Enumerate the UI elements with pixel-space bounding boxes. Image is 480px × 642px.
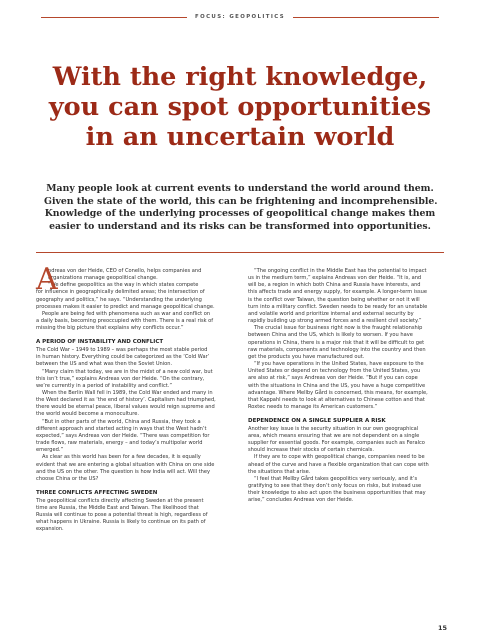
text-line: Russia will continue to pose a potential threat is high, regardless of bbox=[36, 512, 208, 518]
text-line: the world would become a monoculture. bbox=[36, 411, 139, 418]
section-body bbox=[36, 498, 234, 534]
text-line: operations in China, there is a major risk that it will be difficult to get bbox=[248, 339, 425, 346]
text-line: trade flows, raw materials, energy – and today’s multipolar world bbox=[36, 440, 203, 447]
text-line: gratifying to see that they don’t only focus on risks, but instead use bbox=[248, 483, 422, 490]
text-line: Roxtec needs to manage its American customers.” bbox=[248, 403, 378, 410]
left-column bbox=[36, 262, 234, 533]
text-line: “I feel that Mellby Gård takes geopolitics very seriously, and it’s bbox=[254, 475, 418, 482]
text-line: missing the big picture that explains why conflicts occur.” bbox=[36, 325, 184, 332]
text-line: a daily basis, becoming preoccupied with them. There is a real risk of bbox=[36, 318, 214, 325]
headline bbox=[40, 62, 440, 152]
text-line: we’re currently in a period of instability and conflict.” bbox=[36, 382, 173, 389]
subheading: THREE CONFLICTS AFFECTING SWEDEN bbox=[36, 490, 158, 497]
subheading: A PERIOD OF INSTABILITY AND CONFLICT bbox=[36, 339, 164, 346]
text-line: and volatile world and prioritize internal and external security by bbox=[248, 310, 414, 317]
text-line: that Kappahl needs to look at alternatives to Chinese cotton and that bbox=[248, 396, 425, 403]
text-line: geography and politics,” he says. “Understanding the underlying bbox=[36, 296, 202, 303]
subheading: DEPENDENCE ON A SINGLE SUPPLIER A RISK bbox=[248, 418, 386, 425]
text-line: this isn’t true,” explains Andreas von der Heide. “On the contrary, bbox=[36, 375, 205, 382]
text-line: us in the medium term,” explains Andreas von der Heide. “It is, and bbox=[248, 275, 422, 282]
header-rule-left bbox=[41, 17, 187, 18]
section-body bbox=[248, 426, 446, 505]
header-rule-right bbox=[293, 17, 439, 18]
text-line: “But in other parts of the world, China and Russia, they took a bbox=[42, 418, 201, 425]
deck-line: easier to understand and its risks can be transformed into opportunities. bbox=[49, 220, 431, 232]
text-line: turn into a military conflict. Sweden needs to be ready for an unstable bbox=[248, 303, 428, 310]
text-line: expected,” says Andreas von der Heide. “There was competition for bbox=[36, 432, 210, 439]
text-line: different approach and started acting in ways that the West hadn’t bbox=[36, 425, 207, 432]
text-line: If they are to cope with geopolitical change, companies need to be bbox=[254, 454, 425, 461]
text-line: get the products you have manufactured out. bbox=[248, 353, 365, 360]
text-line: People are being fed with phenomena such as war and conflict on bbox=[42, 310, 211, 317]
text-line: United States or depend on technology from the United States, you bbox=[248, 368, 421, 375]
section-label: FOCUS: GEOPOLITICS bbox=[195, 14, 285, 20]
text-line: The geopolitical conflicts directly affecting Sweden at the present bbox=[36, 497, 204, 504]
headline-line: you can spot opportunities bbox=[48, 92, 432, 122]
text-line: organizations manage geopolitical change. bbox=[48, 275, 158, 282]
text-line: emerged.” bbox=[36, 447, 64, 454]
text-line: their knowledge to also act upon the business opportunities that may bbox=[248, 490, 426, 497]
text-line: The crucial issue for business right now is the fraught relationship bbox=[254, 325, 423, 332]
section-body bbox=[36, 347, 234, 483]
text-line: with the situations in China and the US, you have a huge competitive bbox=[248, 382, 426, 389]
section-header bbox=[41, 14, 439, 20]
section-body bbox=[248, 268, 446, 411]
text-line: evident that we are entering a global situation with China on one side bbox=[36, 461, 215, 468]
headline-line: With the right knowledge, bbox=[52, 62, 428, 92]
text-line: between the US and what was then the Soviet Union. bbox=[36, 361, 173, 368]
text-line: is the conflict over Taiwan, the question being whether or not it will bbox=[248, 296, 420, 303]
deck-rule bbox=[36, 252, 444, 253]
deck-line: Many people look at current events to understand the world around them. bbox=[46, 183, 434, 194]
text-line: raw materials, components and technology into the country and then bbox=[248, 346, 426, 353]
text-line: rapidly building up strong armed forces and a resilient civil society.” bbox=[248, 318, 422, 325]
deck-line: Given the state of the world, this can be frightening and incomprehensible. bbox=[44, 195, 438, 207]
text-line: supplier for essential goods. For example, companies such as Feralco bbox=[248, 440, 425, 447]
text-line: processes makes it easier to predict and manage geopolitical change. bbox=[36, 303, 215, 310]
drop-cap: A bbox=[36, 262, 58, 297]
headline-line: in an uncertain world bbox=[85, 122, 395, 152]
text-line: area, which means ensuring that we are not dependent on a single bbox=[248, 432, 420, 439]
text-line: Another key issue is the security situation in our own geographical bbox=[248, 425, 419, 432]
text-line: there would be eternal peace, liberal values would reign supreme and bbox=[36, 404, 215, 411]
page-number: 15 bbox=[437, 624, 447, 632]
text-line: choose China or the US? bbox=[36, 475, 99, 482]
text-line: “The ongoing conflict in the Middle East has the potential to impact bbox=[254, 268, 427, 274]
text-line: ndreas von der Heide, CEO of Conello, helps companies and bbox=[48, 268, 202, 274]
text-line: expansion. bbox=[36, 526, 64, 533]
text-line: As clear as this world has been for a few decades, it is equally bbox=[42, 454, 201, 461]
text-line: The Cold War – 1949 to 1989 – was perhaps the most stable period bbox=[36, 347, 208, 354]
text-line: arise,” concludes Andreas von der Heide. bbox=[248, 497, 354, 504]
text-line: the West declared it as ‘the end of history’. Capitalism had triumphed, bbox=[36, 397, 216, 404]
text-line: for influence in geographically delimited areas; the intersection of bbox=[36, 289, 205, 296]
text-line: and the US on the other. The question is how India will act. Will they bbox=[36, 468, 211, 475]
text-line: “If you have operations in the United States, have exposure to the bbox=[254, 361, 424, 368]
deck-line: Knowledge of the underlying processes of geopolitical change makes them bbox=[44, 208, 436, 220]
text-line: the situations that arise. bbox=[248, 468, 311, 475]
text-line: “Many claim that today, we are in the midst of a new cold war, but bbox=[42, 368, 213, 375]
text-line: will be, a region in which both China and Russia have interests, and bbox=[248, 282, 421, 289]
text-line: in human history. Everything could be categorized as the ‘Cold War’ bbox=[36, 354, 210, 361]
right-column bbox=[248, 268, 446, 505]
text-line: When the Berlin Wall fell in 1989, the Cold War ended and many in bbox=[42, 390, 213, 396]
text-line: “We define geopolitics as the way in which states compete bbox=[48, 282, 199, 289]
text-line: ahead of the curve and have a flexible organization that can cope with bbox=[248, 461, 429, 468]
text-line: time are Russia, the Middle East and Taiwan. The likelihood that bbox=[36, 504, 199, 511]
text-line: should increase their stocks of certain chemicals. bbox=[248, 447, 374, 454]
text-line: this affects trade and energy supply, for example. A longer-term issue bbox=[248, 289, 427, 296]
text-line: are also at risk,” says Andreas von der Heide. “But if you can cope bbox=[248, 375, 418, 382]
intro bbox=[36, 262, 234, 332]
deck bbox=[44, 183, 436, 233]
text-line: what happens in Ukraine. Russia is likely to continue on its path of bbox=[36, 519, 206, 526]
text-line: between China and the US, which is likely to worsen. If you have bbox=[248, 332, 413, 339]
text-line: advantage. Where Mellby Gård is concerned, this means, for example, bbox=[248, 389, 428, 396]
